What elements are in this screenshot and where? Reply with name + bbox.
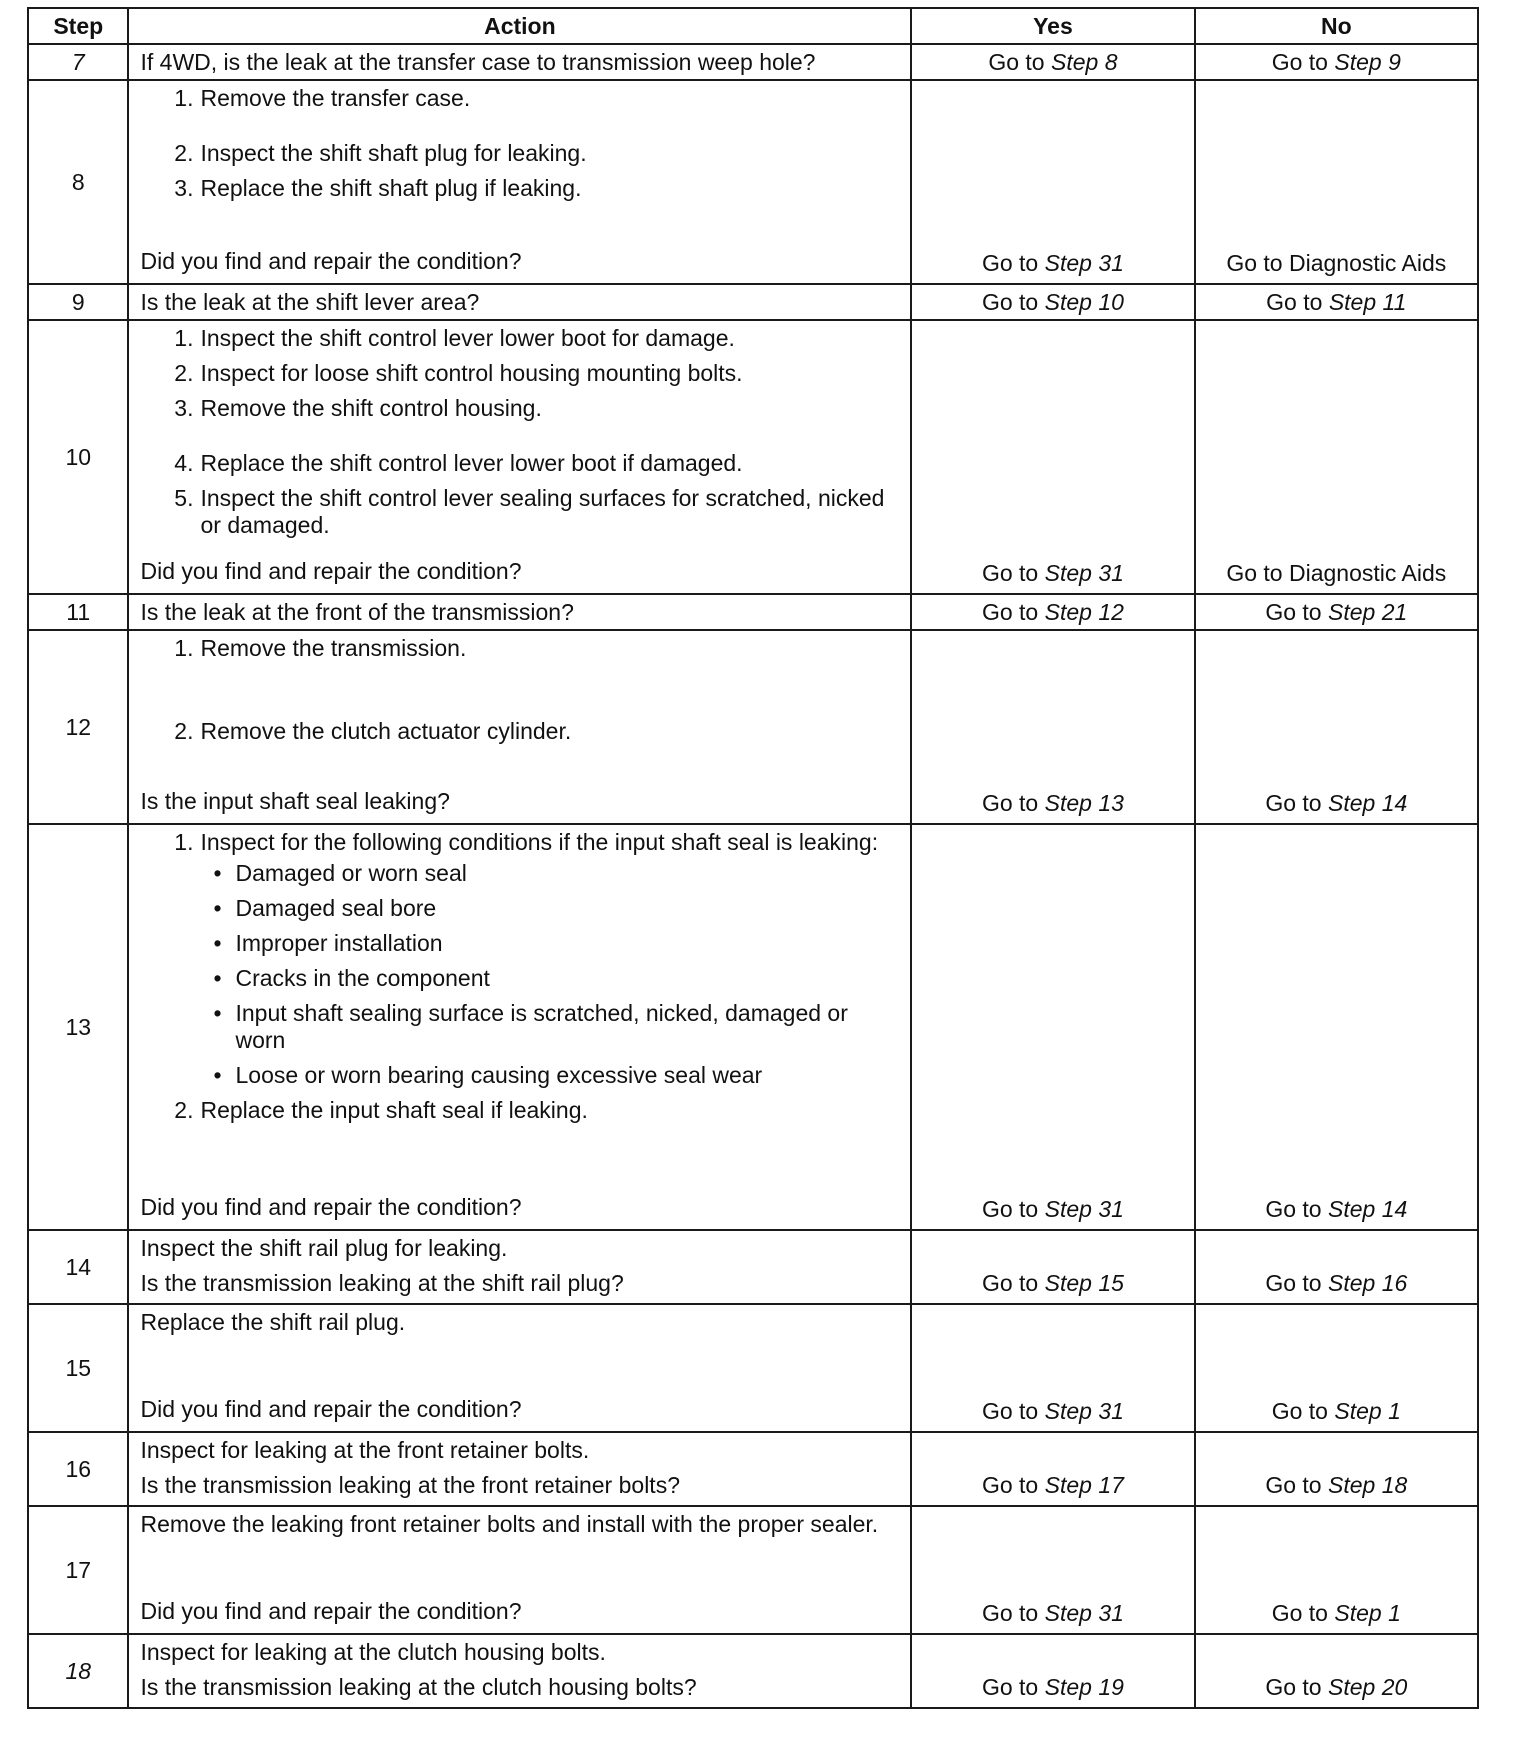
action-item: Remove the clutch actuator cylinder. [200,718,572,744]
table-row [28,630,1478,824]
step-number: 8 [28,80,128,284]
action-item: Inspect for the following conditions if the input shaft seal is leaking: [200,829,879,855]
header-row [28,8,1478,44]
step-number: 13 [28,824,128,1230]
yes-cell: Go to Step 15 [911,1230,1194,1304]
no-cell: Go to Step 21 [1195,594,1478,630]
yes-step-link: Step 31 [1044,1196,1124,1222]
question-text: Is the leak at the front of the transmission? [140,598,574,625]
condition-item: • Damaged or worn seal [235,860,902,887]
table-row [28,44,1478,80]
question-text: Did you find and repair the condition? [140,1194,522,1220]
step-number: 7 [28,44,128,80]
action-item: Replace the shift control lever lower boot if damaged. [200,450,743,476]
header-yes: Yes [911,8,1194,44]
no-step-link: Step 1 [1334,1398,1401,1424]
question-text: Did you find and repair the condition? [140,248,522,274]
step-number: 17 [28,1506,128,1634]
step-number: 12 [28,630,128,824]
condition-list [200,860,902,1089]
action-text: Inspect for leaking at the clutch housing bolts. [140,1639,606,1665]
table-row [28,824,1478,1230]
no-step-link: Step 14 [1327,1196,1408,1222]
action-cell [128,320,911,594]
question-text: Did you find and repair the condition? [140,1396,522,1422]
action-text: Inspect for leaking at the front retainer bolts. [140,1437,590,1463]
yes-step-link: Step 31 [1044,1600,1124,1626]
question-text: Is the leak at the shift lever area? [140,288,480,315]
yes-step-link: Step 31 [1044,250,1124,276]
action-item: Inspect the shift shaft plug for leaking. [200,140,587,166]
question-text: Is the input shaft seal leaking? [140,788,450,814]
step-number: 14 [28,1230,128,1304]
action-item: Remove the shift control housing. [200,395,542,421]
no-step-link: Step 18 [1327,1472,1408,1498]
no-cell: Go to Step 1 [1195,1506,1478,1634]
table-row [28,1230,1478,1304]
action-list: 1. Inspect the shift control lever lower boot for damage. 2. Inspect for loose shift control housing mounting bolts. 3. Remove the shift control housing. 4. Replace the shift control lever lower boot if damaged. 5. Inspect the shift control lever sealing surfaces for scratched, nicked or damaged. [174,325,885,538]
no-cell: Go to Step 1 [1195,1304,1478,1432]
action-cell [128,1304,911,1432]
table-row [28,1506,1478,1634]
yes-cell: Go to Step 31 [911,320,1194,594]
yes-step-link: Step 15 [1044,1270,1124,1296]
action-item: Remove the transmission. [200,635,467,661]
no-step-link: Step 16 [1327,1270,1408,1296]
question-text: Is the transmission leaking at the shift rail plug? [140,1270,624,1296]
yes-cell: Go to Step 13 [911,630,1194,824]
step-number: 10 [28,320,128,594]
yes-step-link: Step 19 [1044,1674,1124,1700]
no-cell: Go to Step 14 [1195,824,1478,1230]
no-cell: Go to Step 16 [1195,1230,1478,1304]
step-number: 15 [28,1304,128,1432]
table-row [28,284,1478,320]
action-item: Replace the shift shaft plug if leaking. [200,175,582,201]
header-no: No [1195,8,1478,44]
yes-cell: Go to Step 17 [911,1432,1194,1506]
action-item: Inspect for loose shift control housing mounting bolts. [200,360,743,386]
action-item: Inspect the shift control lever lower boot for damage. [200,325,735,351]
table-row [28,1634,1478,1708]
table-row [28,80,1478,284]
table-row [28,1432,1478,1506]
yes-cell: Go to Step 10 [911,284,1194,320]
yes-step-link: Step 13 [1044,790,1124,816]
yes-cell: Go to Step 31 [911,1304,1194,1432]
no-cell: Go to Step 14 [1195,630,1478,824]
condition-item: • Loose or worn bearing causing excessive seal wear [235,1062,902,1089]
yes-step-link: Step 31 [1044,560,1124,586]
action-cell [128,824,911,1230]
action-item: Remove the transfer case. [200,85,471,111]
no-step-link: Step 11 [1328,288,1407,315]
step-number: 16 [28,1432,128,1506]
yes-step-link: Step 17 [1044,1472,1124,1498]
yes-step-link: Step 31 [1044,1398,1124,1424]
yes-cell: Go to Step 31 [911,1506,1194,1634]
question-text: Is the transmission leaking at the clutch housing bolts? [140,1674,697,1700]
action-text: Remove the leaking front retainer bolts and install with the proper sealer. [140,1511,879,1537]
no-step-link: Step 1 [1334,1600,1401,1626]
question-text: Is the transmission leaking at the front retainer bolts? [140,1472,680,1498]
condition-item: • Damaged seal bore [235,895,902,922]
action-list: 1. Remove the transfer case. 2. Inspect the shift shaft plug for leaking. 3. Replace the shift shaft plug if leaking. [174,85,587,201]
yes-cell: Go to Step 31 [911,80,1194,284]
yes-step-link: Step 8 [1051,48,1118,75]
header-step: Step [28,8,128,44]
action-item: Inspect the shift control lever sealing surfaces for scratched, nicked or damaged. [200,485,885,538]
no-cell: Go to Step 20 [1195,1634,1478,1708]
action-cell [128,630,911,824]
step-number: 18 [28,1634,128,1708]
header-action: Action [128,8,911,44]
yes-step-link: Step 12 [1044,598,1124,625]
no-step-link: Step 9 [1334,48,1401,75]
action-list: 1. Inspect for the following conditions if the input shaft seal is leaking: • Damaged or worn seal • Damaged seal bore • Improper installation • Cracks in the component • Input shaft sealing surface is scratched, nicked, damaged or worn • Loose or worn bearing causing excessive seal wear 2. Replace the input shaft seal if leaking. [140,829,902,1124]
condition-item: • Input shaft sealing surface is scratched, nicked, damaged or worn [235,1000,902,1054]
table-row [28,320,1478,594]
action-text: Replace the shift rail plug. [140,1309,406,1335]
action-cell [128,284,911,320]
action-cell [128,594,911,630]
yes-step-link: Step 10 [1044,288,1124,315]
action-cell [128,1506,911,1634]
diagnostic-table [27,7,1479,1709]
action-cell [128,44,911,80]
step-number: 11 [28,594,128,630]
yes-cell: Go to Step 12 [911,594,1194,630]
yes-cell: Go to Step 19 [911,1634,1194,1708]
no-step-link: Step 20 [1327,1674,1408,1700]
action-cell [128,1432,911,1506]
condition-item: • Improper installation [235,930,902,957]
no-cell: Go to Step 9 [1195,44,1478,80]
no-cell: Go to Diagnostic Aids [1195,80,1478,284]
action-cell [128,1230,911,1304]
action-list: 1. Remove the transmission. 2. Remove the clutch actuator cylinder. [174,635,572,744]
question-text: Did you find and repair the condition? [140,558,522,584]
yes-cell: Go to Step 31 [911,824,1194,1230]
question-text: If 4WD, is the leak at the transfer case to transmission weep hole? [140,48,816,75]
yes-cell: Go to Step 8 [911,44,1194,80]
no-cell: Go to Diagnostic Aids [1195,320,1478,594]
action-cell [128,80,911,284]
no-cell: Go to Step 11 [1195,284,1478,320]
question-text: Did you find and repair the condition? [140,1598,522,1624]
no-cell: Go to Step 18 [1195,1432,1478,1506]
action-text: Inspect the shift rail plug for leaking. [140,1235,508,1261]
step-number: 9 [28,284,128,320]
no-step-link: Step 21 [1327,598,1408,625]
action-cell [128,1634,911,1708]
action-item: Replace the input shaft seal if leaking. [200,1097,588,1123]
condition-item: • Cracks in the component [235,965,902,992]
no-step-link: Step 14 [1327,790,1408,816]
table-row [28,1304,1478,1432]
table-row [28,594,1478,630]
